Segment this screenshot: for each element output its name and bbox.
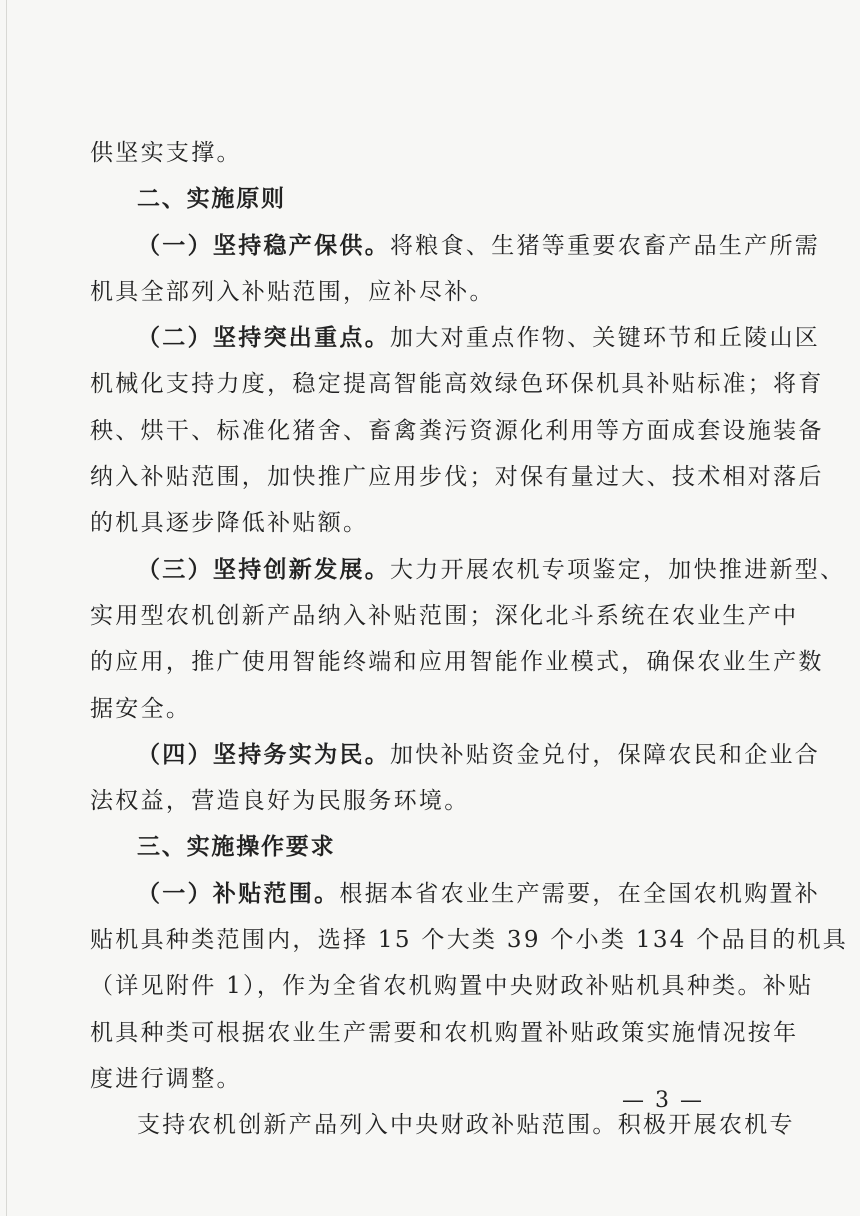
paragraph-line — [90, 223, 821, 269]
line-text: 法权益，营造良好为民服务环境。 — [90, 788, 470, 815]
page-edge — [6, 0, 7, 1216]
line-text: 供坚实支撑。 — [90, 140, 242, 166]
line-text: 加大对重点作物、关键环节和丘陵山区 — [390, 325, 821, 352]
paragraph-line — [90, 130, 740, 176]
heading-text: 三、实施操作要求 — [137, 834, 336, 861]
item-lead: （一）补贴范围。 — [137, 880, 340, 907]
section-heading-principles — [90, 176, 740, 222]
line-text: 根据本省农业生产需要，在全国农机购置补 — [339, 880, 821, 907]
item-lead: （一）坚持稳产保供。 — [137, 232, 390, 259]
line-text: 的机具逐步降低补贴额。 — [90, 510, 369, 537]
line-text: 实用型农机创新产品纳入补贴范围；深化北斗系统在农业生产中 — [90, 602, 799, 629]
paragraph-line — [90, 963, 814, 1009]
paragraph-line — [90, 408, 824, 454]
paragraph-line — [90, 639, 824, 685]
line-text: 据安全。 — [90, 695, 192, 722]
paragraph-line — [90, 686, 740, 732]
paragraph-line — [90, 315, 821, 361]
paragraph-line — [90, 547, 846, 593]
paragraph-line — [90, 361, 824, 407]
line-text: 纳入补贴范围，加快推广应用步伐；对保有量过大、技术相对落后 — [90, 464, 824, 491]
item-lead: （四）坚持务实为民。 — [137, 741, 390, 768]
line-text: （详见附件 1），作为全省农机购置中央财政补贴机具种类。补贴 — [90, 973, 814, 1000]
document-body — [90, 130, 849, 1149]
paragraph-line — [90, 732, 821, 778]
heading-text: 二、实施原则 — [137, 186, 286, 213]
page-number: — 3 — — [622, 1088, 704, 1113]
line-text: 的应用，推广使用智能终端和应用智能作业模式，确保农业生产数 — [90, 649, 824, 676]
item-lead: （三）坚持创新发展。 — [137, 556, 390, 583]
line-text: 秧、烘干、标准化猪舍、畜禽粪污资源化利用等方面成套设施装备 — [90, 417, 824, 444]
line-text: 大力开展农机专项鉴定，加快推进新型、 — [390, 556, 846, 583]
item-lead: （二）坚持突出重点。 — [137, 325, 390, 352]
paragraph-line — [90, 1010, 799, 1056]
line-text: 将粮食、生猪等重要农畜产品生产所需 — [390, 232, 821, 259]
section-heading-requirements — [90, 824, 740, 870]
paragraph-line — [90, 917, 849, 963]
line-text: 支持农机创新产品列入中央财政补贴范围。积极开展农机专 — [137, 1112, 795, 1139]
line-text: 贴机具种类范围内，选择 15 个大类 39 个小类 134 个品目的机具 — [90, 927, 849, 954]
paragraph-line — [90, 454, 824, 500]
paragraph-line — [90, 269, 740, 315]
line-text: 度进行调整。 — [90, 1065, 242, 1092]
paragraph-line — [90, 871, 821, 917]
line-text: 机具种类可根据农业生产需要和农机购置补贴政策实施情况按年 — [90, 1019, 799, 1046]
paragraph-line — [90, 778, 740, 824]
line-text: 机具全部列入补贴范围，应补尽补。 — [90, 278, 495, 305]
line-text: 加快补贴资金兑付，保障农民和企业合 — [390, 741, 821, 768]
line-text: 机械化支持力度，稳定提高智能高效绿色环保机具补贴标准；将育 — [90, 371, 824, 398]
paragraph-line — [90, 500, 740, 546]
paragraph-line — [90, 593, 799, 639]
